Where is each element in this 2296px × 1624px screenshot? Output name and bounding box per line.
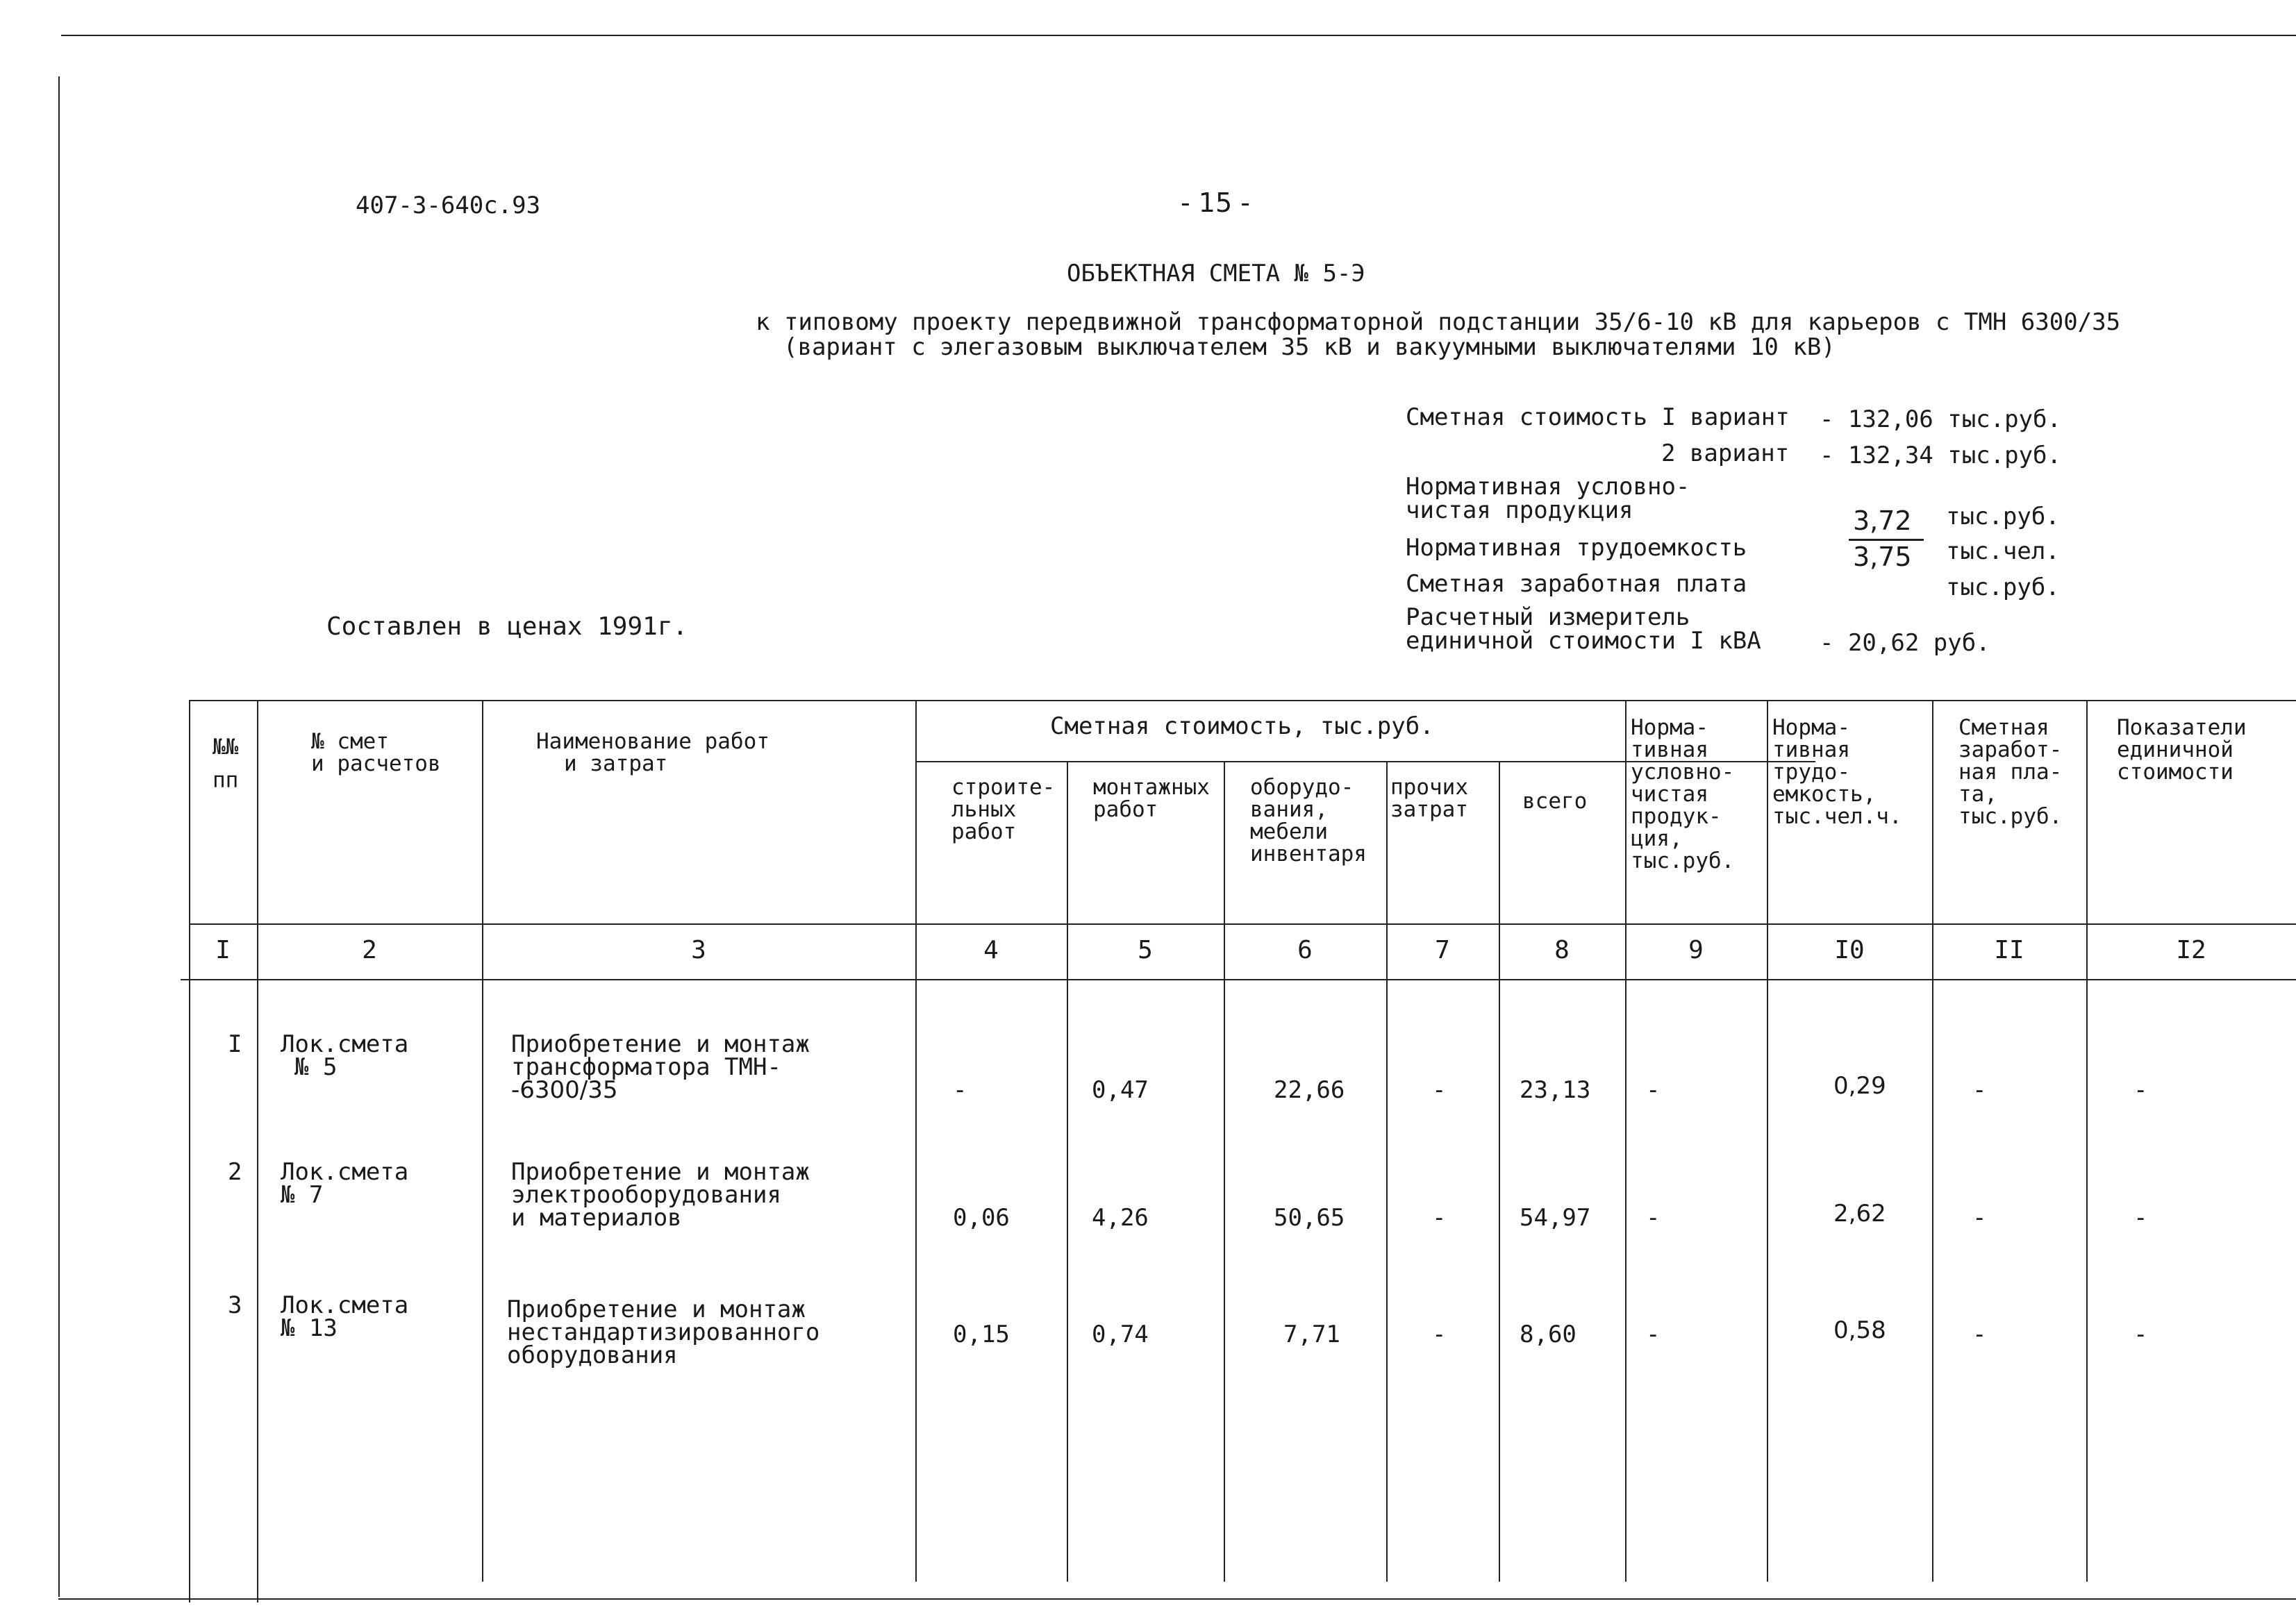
row-3-npr: - — [1646, 1321, 1661, 1348]
prices-note: Составлен в ценах 1991г. — [326, 612, 688, 641]
row-2-ind: - — [2133, 1204, 2148, 1232]
col-number: 9 — [1688, 936, 1704, 964]
row-3-name-line: оборудования — [507, 1341, 678, 1369]
row-2-build: 0,06 — [953, 1204, 1010, 1232]
npr-value: 3,72 — [1853, 505, 1912, 536]
labor-label: Нормативная трудоемкость — [1406, 534, 1747, 562]
row-1-estimate — [281, 1030, 409, 1081]
header-wage-line: Сметная — [1958, 715, 2049, 740]
header-labor-line: трудо- — [1772, 760, 1850, 785]
row-1-ind: - — [2133, 1076, 2148, 1104]
header-no-line: №№ — [213, 735, 239, 760]
header-npr-line: чистая — [1631, 782, 1708, 807]
header-wage — [1958, 717, 2062, 828]
header-indicators-line: единичной — [2117, 737, 2233, 762]
col-line-6 — [1386, 761, 1388, 1582]
header-estimate-line: и расчетов — [311, 751, 441, 776]
cost-label: Сметная стоимость I вариант — [1406, 403, 1790, 431]
header-no — [213, 730, 238, 797]
row-2-estimate-line: Лок.смета — [281, 1158, 409, 1186]
header-labor-line: тыс.чел.ч. — [1772, 804, 1902, 829]
row-3-estimate-line: Лок.смета — [281, 1291, 409, 1319]
col-number: I2 — [2176, 936, 2206, 964]
row-2-name-line: электрооборудования — [511, 1181, 781, 1209]
page-number: - 15 - — [1181, 187, 1250, 218]
wage-label: Сметная заработная плата — [1406, 570, 1747, 598]
header-mount-line: монтажных — [1093, 775, 1210, 800]
header-name-line: и затрат — [564, 751, 668, 776]
col-number: 7 — [1435, 936, 1450, 964]
row-3-estimate — [281, 1291, 409, 1342]
labor-unit: тыс.чел. — [1946, 537, 2060, 565]
variant-2-label: 2 вариант — [1661, 440, 1790, 467]
header-npr — [1631, 717, 1734, 872]
header-labor-line: Норма- — [1772, 715, 1850, 740]
header-name — [536, 730, 770, 775]
header-no-line: пп — [213, 768, 239, 793]
header-equip-line: мебели — [1250, 819, 1328, 844]
meter-label-2: единичной стоимости I кВА — [1406, 627, 1761, 655]
header-name-line: Наименование работ — [536, 729, 770, 754]
page-border-top — [61, 35, 2296, 36]
row-2-name — [511, 1158, 810, 1232]
row-3-ind: - — [2133, 1321, 2148, 1348]
col-line-9 — [1767, 700, 1768, 1582]
col-number: II — [1994, 936, 2024, 964]
header-indicators — [2117, 717, 2247, 783]
col-number: 8 — [1554, 936, 1570, 964]
row-3-name — [507, 1298, 820, 1367]
cost-variant-2: - 132,34 тыс.руб. — [1820, 442, 2061, 469]
col-line-4 — [1067, 761, 1068, 1582]
page-border-left — [58, 76, 60, 1597]
row-1-equip: 22,66 — [1274, 1076, 1345, 1104]
col-line-8 — [1625, 700, 1627, 1582]
row-2-estimate — [281, 1158, 409, 1209]
header-equip-line: оборудо- — [1250, 775, 1354, 800]
row-1-other: - — [1432, 1076, 1447, 1104]
header-npr-line: продук- — [1631, 804, 1722, 829]
col-number: 4 — [983, 936, 999, 964]
col-number: I — [215, 936, 231, 964]
cost-variant-1: - 132,06 тыс.руб. — [1820, 405, 2061, 433]
header-labor — [1772, 717, 1902, 828]
row-2-npr: - — [1646, 1204, 1661, 1232]
row-3-estimate-line: № 13 — [281, 1314, 338, 1342]
col-number: 2 — [362, 936, 377, 964]
header-mount — [1093, 776, 1210, 821]
header-npr-line: тыс.руб. — [1631, 848, 1735, 873]
col-line-2 — [482, 700, 483, 1582]
row-2-name-line: и материалов — [511, 1204, 682, 1232]
header-npr-line: тивная — [1631, 737, 1708, 762]
document-subtitle — [756, 310, 2120, 360]
row-1-labor: 0,29 — [1833, 1072, 1886, 1100]
header-mount-line: работ — [1093, 797, 1158, 822]
row-3-build: 0,15 — [953, 1321, 1010, 1348]
header-build-line: льных — [951, 797, 1017, 822]
header-other — [1390, 776, 1468, 821]
table-top-line — [189, 700, 2296, 701]
row-1-name — [511, 1030, 810, 1104]
header-build — [951, 776, 1055, 843]
row-3-name-line: Приобретение и монтаж — [507, 1296, 806, 1323]
estimate-table — [189, 700, 2296, 1602]
npr-label-1: Нормативная условно- — [1406, 473, 1690, 501]
row-3-wage: - — [1972, 1321, 1987, 1348]
row-1-estimate-line: Лок.смета — [281, 1030, 409, 1058]
col-number: 6 — [1297, 936, 1313, 964]
row-3-labor: 0,58 — [1833, 1316, 1886, 1344]
row-2-estimate-line: № 7 — [281, 1181, 324, 1209]
header-labor-line: тивная — [1772, 737, 1850, 762]
row-2-equip: 50,65 — [1274, 1204, 1345, 1232]
row-2-other: - — [1432, 1204, 1447, 1232]
column-numbers-bottom-line — [181, 979, 2296, 980]
header-estimate-line: № смет — [311, 729, 389, 754]
header-total: всего — [1522, 789, 1588, 814]
wage-unit: тыс.руб. — [1946, 574, 2060, 601]
header-equip — [1250, 776, 1367, 865]
col-number: 5 — [1138, 936, 1153, 964]
row-3-equip: 7,71 — [1283, 1321, 1340, 1348]
subtitle-line-2: (вариант с элегазовым выключателем 35 кВ и вакуумными выключателями 10 кВ) — [783, 333, 1836, 361]
col-line-1 — [257, 700, 258, 1602]
header-other-line: затрат — [1390, 797, 1468, 822]
header-estimate — [311, 730, 441, 775]
header-wage-line: тыс.руб. — [1958, 804, 2063, 829]
col-line-11 — [2086, 700, 2088, 1582]
row-2-name-line: Приобретение и монтаж — [511, 1158, 810, 1186]
meter-value: - 20,62 руб. — [1820, 629, 1990, 657]
document-code: 407-3-640с.93 — [356, 192, 541, 219]
row-2-wage: - — [1972, 1204, 1987, 1232]
header-equip-line: вания, — [1250, 797, 1328, 822]
header-cost-group: Сметная стоимость, тыс.руб. — [1050, 712, 1434, 740]
row-1-build: - — [953, 1076, 967, 1104]
col-line-3 — [915, 700, 917, 1582]
row-1-total: 23,13 — [1520, 1076, 1591, 1104]
row-1-estimate-line: № 5 — [294, 1053, 338, 1081]
header-wage-line: та, — [1958, 782, 1997, 807]
row-1-wage: - — [1972, 1076, 1987, 1104]
header-indicators-line: стоимости — [2117, 760, 2233, 785]
row-1-npr: - — [1646, 1076, 1661, 1104]
row-3-total: 8,60 — [1520, 1321, 1577, 1348]
header-npr-line: ция, — [1631, 826, 1683, 851]
row-1-mount: 0,47 — [1092, 1076, 1149, 1104]
document-title: ОБЪЕКТНАЯ СМЕТА № 5-Э — [1067, 260, 1365, 287]
row-3-name-line: нестандартизированного — [507, 1319, 820, 1346]
row-3-other: - — [1432, 1321, 1447, 1348]
npr-unit: тыс.руб. — [1946, 503, 2060, 530]
row-3-mount: 0,74 — [1092, 1321, 1149, 1348]
row-3-no: 3 — [228, 1291, 242, 1319]
row-2-mount: 4,26 — [1092, 1204, 1149, 1232]
header-npr-line: Норма- — [1631, 715, 1708, 740]
row-1-name-line: -6300/35 — [511, 1076, 618, 1104]
header-build-line: работ — [951, 819, 1017, 844]
npr-label-2: чистая продукция — [1406, 496, 1633, 524]
row-1-name-line: Приобретение и монтаж — [511, 1030, 810, 1058]
row-1-no: I — [228, 1030, 242, 1058]
labor-value: 3,75 — [1853, 542, 1912, 572]
fraction-line — [1849, 539, 1924, 541]
col-line-7 — [1499, 761, 1500, 1582]
row-2-total: 54,97 — [1520, 1204, 1591, 1232]
header-wage-line: ная пла- — [1958, 760, 2063, 785]
meter-label-1: Расчетный измеритель — [1406, 603, 1690, 631]
header-labor-line: емкость, — [1772, 782, 1877, 807]
header-build-line: строите- — [951, 775, 1056, 800]
row-2-no: 2 — [228, 1158, 242, 1186]
header-indicators-line: Показатели — [2117, 715, 2247, 740]
col-number: 3 — [691, 936, 706, 964]
header-npr-line: условно- — [1631, 760, 1735, 785]
row-1-name-line: трансформатора ТМН- — [511, 1053, 781, 1081]
header-wage-line: заработ- — [1958, 737, 2063, 762]
header-bottom-line — [189, 923, 2296, 925]
header-other-line: прочих — [1390, 775, 1468, 800]
col-line-0 — [189, 700, 190, 1602]
row-2-labor: 2,62 — [1833, 1200, 1886, 1228]
header-equip-line: инвентаря — [1250, 842, 1367, 867]
col-line-5 — [1224, 761, 1225, 1582]
col-number: I0 — [1834, 936, 1865, 964]
subtitle-line-1: к типовому проекту передвижной трансформаторной подстанции 35/6-10 кВ для карьеров с ТМН 6300/35 — [756, 308, 2121, 336]
col-line-10 — [1932, 700, 1933, 1582]
